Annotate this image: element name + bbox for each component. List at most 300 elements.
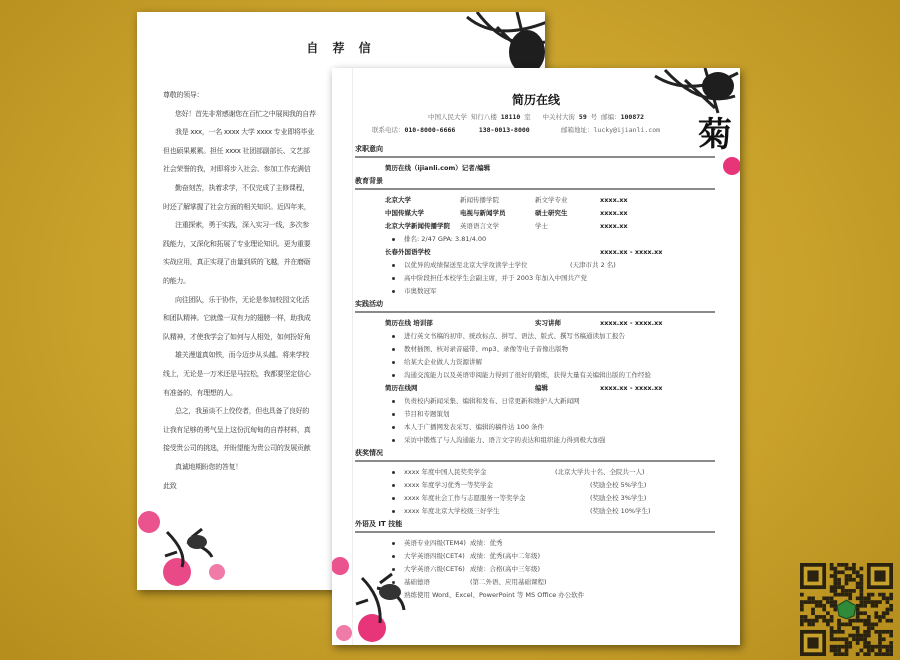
qr-module — [830, 600, 834, 604]
qr-module — [860, 649, 864, 653]
qr-module — [833, 630, 837, 634]
letter-line: 总之，我虽谈不上佼佼者，但也具备了良好的 — [175, 407, 309, 416]
letter-line: 线上，无论是一万米还是马拉松，我都要坚定信心 — [163, 370, 311, 378]
entry-cell: 新文学专业 — [535, 196, 568, 204]
qr-module — [845, 623, 849, 627]
qr-module — [882, 596, 886, 600]
letter-line: 注重探索，勇于实践，深入实习一线，多次参 — [175, 221, 309, 230]
qr-module — [833, 567, 837, 571]
qr-module — [807, 637, 818, 648]
qr-module — [833, 637, 837, 641]
qr-module — [871, 649, 875, 653]
qr-module — [863, 619, 867, 623]
qr-module — [874, 630, 878, 634]
qr-module — [863, 604, 867, 608]
qr-module — [886, 645, 890, 649]
entry-cell: 编辑 — [535, 384, 548, 392]
qr-module — [874, 645, 878, 649]
qr-module — [878, 634, 882, 638]
qr-module — [860, 634, 864, 638]
qr-module — [889, 630, 893, 634]
qr-module — [848, 567, 852, 571]
qr-module — [837, 619, 841, 623]
qr-module — [804, 615, 808, 619]
qr-module — [863, 645, 867, 649]
qr-module — [852, 619, 856, 623]
entry-cell: 英语语言文学 — [460, 222, 499, 230]
qr-module — [845, 641, 849, 645]
qr-module — [886, 649, 890, 653]
bullet-item — [355, 259, 715, 272]
qr-module — [882, 637, 886, 641]
qr-module — [848, 645, 852, 649]
resume-page — [332, 68, 740, 645]
qr-module — [856, 630, 860, 634]
bullet-item — [355, 356, 715, 369]
qr-module — [882, 615, 886, 619]
qr-module — [833, 649, 837, 653]
qr-module — [882, 652, 886, 656]
letter-line: 此致 — [163, 481, 177, 490]
qr-module — [811, 608, 815, 612]
qr-module — [841, 589, 845, 593]
pink-flower-decoration-icon — [332, 548, 442, 645]
qr-module — [841, 645, 845, 649]
qr-module — [889, 645, 893, 649]
qr-module — [886, 608, 890, 612]
bullet-text: 市奥数冠军 — [392, 285, 437, 298]
qr-module — [856, 634, 860, 638]
letter-line: 勤奋刻苦，执着求学，不仅完成了主修课程， — [175, 184, 309, 192]
qr-module — [860, 604, 864, 608]
bullet-item — [355, 395, 715, 408]
bullet-text: 熟练使用 Word、Excel、PowerPoint 等 MS Office 办公软件 — [392, 589, 584, 602]
bullet-text: xxxx 年度社会工作与志愿服务一等奖学金 — [392, 492, 525, 505]
qr-module — [852, 637, 856, 641]
qr-module — [800, 600, 804, 604]
bullet-note: (奖励全校 10%学生) — [590, 507, 651, 515]
bullet-item — [355, 343, 715, 356]
qr-module — [830, 630, 834, 634]
qr-module — [860, 596, 864, 600]
qr-module — [863, 634, 867, 638]
bullet-note: (奖励全校 3%学生) — [590, 494, 647, 502]
qr-module — [874, 652, 878, 656]
bullet-text: xxxx 年度中国人民奖奖学金 — [392, 466, 486, 479]
bullet-item — [355, 285, 715, 298]
qr-module — [833, 585, 837, 589]
qr-module — [863, 611, 867, 615]
entry-cell: 简历在线 培训部 — [385, 319, 433, 327]
qr-module — [860, 619, 864, 623]
letter-line: 您好！首先非常感谢您在百忙之中展阅我的自荐 — [175, 109, 316, 118]
qr-module — [845, 652, 849, 656]
qr-code[interactable] — [800, 563, 893, 656]
entry-cell: 北京大学新闻传播学院 — [385, 222, 450, 230]
qr-module — [815, 600, 819, 604]
qr-module — [848, 589, 852, 593]
entry-row — [355, 220, 715, 233]
qr-module — [848, 596, 852, 600]
qr-module — [819, 604, 823, 608]
section-title: 外语及 IT 技能 — [355, 518, 715, 533]
qr-module — [830, 585, 834, 589]
entry-cell: xxxx.xx — [600, 222, 628, 230]
qr-module — [833, 578, 837, 582]
qr-module — [848, 578, 852, 582]
qr-module — [837, 645, 841, 649]
qr-module — [830, 596, 834, 600]
qr-module — [830, 645, 834, 649]
qr-module — [833, 589, 837, 593]
bullet-text: 以优异的成绩保送至北京大学攻读学士学位 — [392, 259, 528, 272]
qr-module — [886, 652, 890, 656]
bullet-text: 给某大企业做人力资源讲解 — [392, 356, 482, 369]
qr-module — [867, 600, 871, 604]
qr-module — [867, 645, 871, 649]
qr-module — [867, 652, 871, 656]
qr-module — [852, 626, 856, 630]
entry-cell: 简历在线（ijianli.com）记者/编辑 — [385, 164, 491, 172]
qr-module — [852, 563, 856, 567]
qr-module — [867, 634, 871, 638]
qr-module — [807, 619, 811, 623]
qr-module — [889, 604, 893, 608]
qr-module — [886, 630, 890, 634]
bullet-text: 本人于广播网发表采写、编辑的稿件达 100 条件 — [392, 421, 544, 434]
qr-module — [856, 619, 860, 623]
qr-module — [837, 578, 841, 582]
letter-line: 向往团队，乐于协作，无论是参加校园文化活 — [175, 295, 309, 304]
bullet-item — [355, 479, 715, 492]
qr-module — [815, 604, 819, 608]
qr-module — [860, 611, 864, 615]
qr-module — [852, 578, 856, 582]
qr-module — [852, 567, 856, 571]
qr-module — [878, 593, 882, 597]
qr-module — [882, 611, 886, 615]
qr-module — [822, 604, 826, 608]
qr-module — [867, 623, 871, 627]
qr-module — [886, 611, 890, 615]
qr-module — [871, 623, 875, 627]
bullet-text: 基础德语 — [392, 576, 430, 589]
qr-module — [856, 637, 860, 641]
qr-module — [807, 570, 818, 581]
qr-module — [856, 574, 860, 578]
qr-module — [830, 604, 834, 608]
qr-module — [845, 593, 849, 597]
qr-module — [856, 626, 860, 630]
qr-module — [860, 585, 864, 589]
entry-row — [355, 317, 715, 330]
bullet-item — [355, 505, 715, 518]
letter-line: 有准备的、有理想的人。 — [163, 388, 237, 397]
qr-module — [867, 641, 871, 645]
bullet-item — [355, 492, 715, 505]
qr-module — [867, 619, 871, 623]
qr-module — [837, 626, 841, 630]
qr-module — [860, 593, 864, 597]
qr-module — [848, 593, 852, 597]
qr-module — [826, 611, 830, 615]
entry-cell: 硕士研究生 — [535, 209, 568, 217]
qr-module — [833, 608, 837, 612]
qr-module — [874, 604, 878, 608]
qr-module — [833, 570, 837, 574]
qr-module — [856, 611, 860, 615]
bullet-text: xxxx 年度北京大学校级三好学生 — [392, 505, 499, 518]
qr-module — [848, 634, 852, 638]
qr-module — [811, 623, 815, 627]
section-title: 实践活动 — [355, 298, 715, 313]
qr-module — [848, 641, 852, 645]
qr-module — [819, 600, 823, 604]
qr-module — [867, 593, 871, 597]
bullet-text: 英语专业四级(TEM4) — [392, 537, 466, 550]
qr-module — [878, 637, 882, 641]
qr-module — [845, 563, 849, 567]
qr-module — [889, 634, 893, 638]
bullet-item — [355, 408, 715, 421]
qr-module — [860, 637, 864, 641]
qr-module — [833, 593, 837, 597]
letter-line: 和团队精神。它就像一双有力的翅膀一样，助我成 — [163, 314, 311, 323]
qr-module — [878, 630, 882, 634]
qr-module — [830, 626, 834, 630]
qr-module — [889, 593, 893, 597]
resume-contact: 联系电话：010-8000-6666 138-0013-8000 邮箱地址：lucky@ijianli.com — [371, 126, 661, 134]
qr-module — [856, 585, 860, 589]
qr-module — [863, 623, 867, 627]
qr-module — [874, 570, 885, 581]
bullet-item — [355, 421, 715, 434]
qr-module — [871, 600, 875, 604]
bullet-text: 大学英语四级(CET4) — [392, 550, 465, 563]
section-title: 教育背景 — [355, 175, 715, 190]
bullet-item — [355, 233, 715, 246]
entry-cell: 长春外国语学校 — [385, 248, 431, 256]
qr-module — [815, 615, 819, 619]
bullet-text: xxxx 年度学习优秀一等奖学金 — [392, 479, 493, 492]
bullet-item — [355, 272, 715, 285]
section-title: 获奖情况 — [355, 447, 715, 462]
letter-line: 我是 xxx，一名 xxxx 大学 xxxx 专业即将毕业 — [175, 128, 314, 137]
letter-line: 真诚地期盼您的答复！ — [175, 463, 242, 471]
qr-module — [856, 596, 860, 600]
qr-module — [878, 615, 882, 619]
letter-line: 的能力。 — [163, 277, 190, 285]
qr-module — [863, 630, 867, 634]
qr-module — [811, 596, 815, 600]
qr-module — [889, 608, 893, 612]
qr-module — [819, 615, 823, 619]
entry-cell: xxxx.xx - xxxx.xx — [600, 248, 663, 256]
bullet-note: (奖励全校 5%学生) — [590, 481, 647, 489]
entry-cell: 实习讲师 — [535, 319, 561, 327]
qr-module — [860, 578, 864, 582]
entry-cell: 电视与新闻学员 — [460, 209, 506, 217]
qr-module — [871, 645, 875, 649]
qr-module — [841, 563, 845, 567]
qr-module — [867, 626, 871, 630]
resume-section — [355, 447, 715, 518]
qr-module — [874, 611, 878, 615]
qr-module — [878, 652, 882, 656]
qr-module — [878, 619, 882, 623]
bullet-note: (第二外语、应用基础课程) — [470, 578, 547, 586]
qr-module — [863, 641, 867, 645]
qr-module — [856, 641, 860, 645]
qr-module — [826, 596, 830, 600]
qr-module — [845, 574, 849, 578]
qr-module — [837, 637, 841, 641]
qr-module — [856, 582, 860, 586]
qr-module — [811, 611, 815, 615]
bullet-note: 成绩：优秀 — [470, 539, 503, 547]
qr-module — [860, 567, 864, 571]
qr-module — [878, 645, 882, 649]
qr-module — [889, 649, 893, 653]
qr-module — [841, 623, 845, 627]
qr-module — [845, 645, 849, 649]
qr-module — [852, 634, 856, 638]
qr-module — [845, 582, 849, 586]
qr-module — [830, 619, 834, 623]
qr-module — [878, 600, 882, 604]
qr-module — [863, 596, 867, 600]
qr-module — [848, 574, 852, 578]
resume-name: 简历在线 — [511, 93, 560, 107]
qr-module — [841, 637, 845, 641]
qr-module — [830, 634, 834, 638]
qr-module — [826, 623, 830, 627]
entry-row — [355, 246, 715, 259]
qr-module — [863, 600, 867, 604]
qr-module — [874, 615, 878, 619]
qr-module — [830, 574, 834, 578]
qr-module — [889, 652, 893, 656]
entry-cell: 简历在线网 — [385, 384, 418, 392]
qr-module — [882, 630, 886, 634]
letter-line: 让我有足够的勇气呈上这份沉甸甸的自荐材料，真 — [163, 425, 311, 434]
qr-module — [867, 630, 871, 634]
qr-module — [830, 567, 834, 571]
qr-module — [841, 570, 845, 574]
bullet-text: 大学英语六级(CET6) — [392, 563, 465, 576]
qr-module — [815, 619, 819, 623]
qr-module — [837, 623, 841, 627]
qr-module — [800, 619, 804, 623]
qr-module — [800, 604, 804, 608]
resume-address: 中国人民大学 知行八楼 18110 室 中关村大街 59 号 邮编：100872 — [427, 113, 645, 121]
qr-module — [860, 600, 864, 604]
section-title: 求职意向 — [355, 143, 715, 158]
qr-module — [867, 649, 871, 653]
qr-module — [822, 615, 826, 619]
qr-module — [807, 623, 811, 627]
qr-module — [860, 574, 864, 578]
qr-module — [811, 600, 815, 604]
bullet-item — [355, 369, 715, 382]
qr-module — [889, 596, 893, 600]
letter-line: 接受贵公司的挑选，并盼望能为贵公司的发展贡献 — [163, 444, 311, 453]
entry-row — [355, 382, 715, 395]
bullet-item — [355, 466, 715, 479]
qr-module — [830, 615, 834, 619]
qr-module — [837, 582, 841, 586]
qr-module — [860, 589, 864, 593]
entry-cell: 新闻传播学院 — [460, 196, 499, 204]
letter-line: 实战应用，真正实现了由量到质的飞越，并在磨砺 — [163, 258, 311, 267]
qr-module — [837, 649, 841, 653]
qr-module — [856, 652, 860, 656]
bullet-text: 高中阶段担任本校学生会副主席，并于 2003 年加入中国共产党 — [392, 272, 587, 285]
qr-module — [837, 585, 841, 589]
qr-module — [811, 619, 815, 623]
qr-module — [807, 600, 811, 604]
qr-module — [833, 645, 837, 649]
qr-module — [841, 652, 845, 656]
bullet-item — [355, 434, 715, 447]
bullet-text: 进行英文书稿的初审、统改标点、拼写、语法、版式、撰写书稿通读加工报告 — [392, 330, 625, 343]
bullet-note: (天津市共 2 名) — [570, 261, 616, 269]
qr-module — [848, 623, 852, 627]
letter-line: 队精神，才使我学会了如何与人相处，如何扮好角 — [163, 332, 311, 341]
bullet-note: 成绩：合格(高中三年级) — [470, 565, 541, 573]
entry-row — [355, 194, 715, 207]
qr-module — [804, 619, 808, 623]
qr-module — [830, 563, 834, 567]
qr-module — [848, 619, 852, 623]
entry-cell: xxxx.xx — [600, 209, 628, 217]
qr-module — [833, 652, 837, 656]
chrysanthemum-decoration-icon — [650, 68, 740, 183]
svg-text:菊: 菊 — [698, 115, 732, 155]
shield-icon — [837, 600, 856, 619]
qr-module — [852, 589, 856, 593]
qr-module — [822, 596, 826, 600]
qr-module — [800, 623, 804, 627]
qr-module — [826, 600, 830, 604]
qr-module — [800, 593, 804, 597]
qr-module — [826, 619, 830, 623]
letter-line: 时还了解掌握了社会方面的相关知识。近四年来， — [163, 202, 311, 211]
qr-module — [860, 582, 864, 586]
bullet-text: 沟通交流能力以及英语审阅能力得到了很好的锻炼，获得大量有关编辑出版的工作经验 — [392, 369, 651, 382]
resume-section — [355, 298, 715, 447]
qr-module — [886, 596, 890, 600]
qr-module — [863, 652, 867, 656]
qr-module — [800, 615, 804, 619]
qr-module — [871, 593, 875, 597]
cover-letter-title: 自 荐 信 — [306, 41, 376, 55]
qr-module — [867, 615, 871, 619]
qr-module — [830, 589, 834, 593]
letter-line: 社会荣誉的我，对即将步入社会、参加工作充满信 — [163, 165, 311, 174]
entry-cell: xxxx.xx - xxxx.xx — [600, 319, 663, 327]
entry-cell: xxxx.xx — [600, 196, 628, 204]
qr-module — [822, 608, 826, 612]
resume-sections — [355, 143, 715, 602]
qr-module — [863, 637, 867, 641]
qr-module — [822, 619, 826, 623]
letter-line: 尊敬的领导： — [163, 91, 204, 99]
qr-module — [841, 630, 845, 634]
qr-module — [874, 623, 878, 627]
entry-cell: 中国传媒大学 — [385, 209, 424, 217]
pink-flower-decoration-icon — [137, 492, 247, 590]
